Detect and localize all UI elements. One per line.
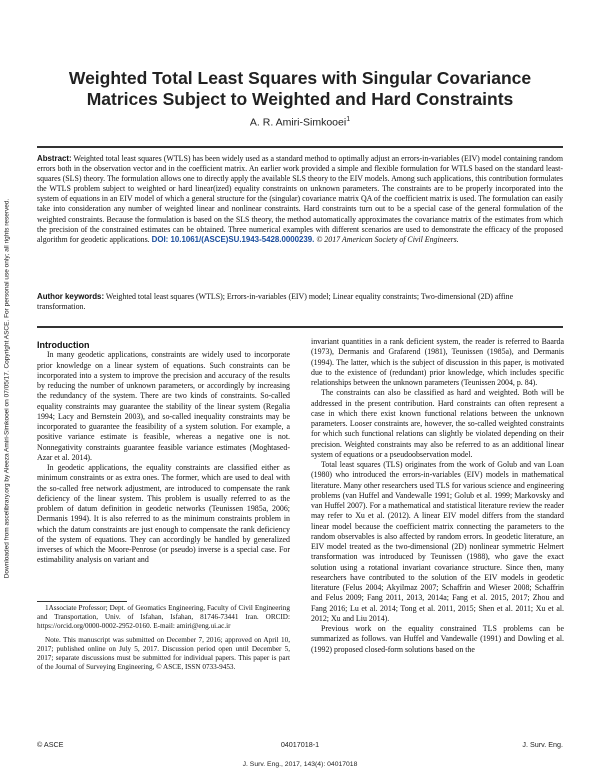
- body-paragraph: The constraints can also be classified as hard and weighted. Both will be addressed in the present contribution. Hard constraints can often represent a case in which there exist known functional relations between the unknown parameters. Looser constraints are, however, the so-called weighted constraints for which such functional relations can slightly be violated depending on their precision. Weighted constraints may also be referred to as an additional linear system of equations or a pseudoobservation model.: [311, 388, 564, 459]
- keywords-rule: [37, 326, 563, 328]
- footnote-affiliation: 1Associate Professor; Dept. of Geomatics Engineering, Faculty of Civil Engineering and Transportation, Univ. of Isfahan, Isfahan, 81746-73441 Iran. ORCID: https://orcid.org/0000-0002-2952-0160. E-mail: amiri@eng.ui.ac.ir: [37, 604, 290, 631]
- footnote: [37, 604, 290, 676]
- author-line: [0, 116, 600, 129]
- download-notice-text: Downloaded from ascelibrary.org by Aleeza Amiri-Simkooei on 07/05/17. Copyright ASCE. For personal use only; all rights reserved.: [3, 198, 11, 579]
- right-column: [311, 337, 564, 655]
- paper-title: Weighted Total Least Squares with Singular Covariance Matrices Subject to Weighted and Hard Constraints: [68, 68, 532, 109]
- abstract-text: Weighted total least squares (WTLS) has been widely used as a standard method to optimally adjust an errors-in-variables (EIV) model containing random errors both in the observation vector and in the coefficient matrix. An earlier work provided a simple and flexible formulation for WTLS based on the standard least-squares (SLS) theory. The formulation allows one to directly apply the available SLS theory to the EIV models. Among such applications, this contribution formulates the WTLS problem subject to weighted or hard linear(ized) equality constraints on unknown parameters. The constraints are to be properly incorporated into the system of equations in an EIV model of which a general structure for the (singular) covariance matrix QA of the coefficient matrix is used. The formulation can easily take into consideration any number of weighted linear and nonlinear constraints. Hard constraints turn out to be a special case of the general formulation of the weighted constraints. Because the formulation is based on the SLS theory, the method automatically approximates the covariance matrix of the estimates from which the precision of the constrained estimates can be obtained. Three numerical examples with different scenarios are used to demonstrate the efficacy of the proposed algorithm for geodetic applications.: [37, 154, 563, 244]
- footer-publisher: © ASCE: [37, 740, 64, 749]
- author-affiliation-mark: 1: [346, 116, 351, 123]
- author-keywords: [37, 292, 563, 312]
- download-notice-sidebar: [2, 150, 12, 630]
- body-paragraph: Total least squares (TLS) originates from the work of Golub and van Loan (1980) who introduced the errors-in-variables (EIV) models in mathematical literature. Many other researchers used TLS for various science and engineering problems (van Huffel and Vandewalle 1991; Golub et al. 1999; Markovsky and van Huffel 2007). For a mathematical and statistical literature review the reader may refer to Xu et al. (2012). A linear EIV model differs from the standard linear model because the coefficient matrix connecting the parameters to the random observables is also affected by random errors. In geodetic literature, an EIV model treated as the two-dimensional (2D) nonlinear symmetric Helmert transformation was introduced by Teunissen (1988), who gave the exact solution using a rotational invariant covariance structure. Since then, many researchers have contributed to the solution of the EIV models in geodetic literature (Felus 2004; Akyilmaz 2007; Schaffrin and Wieser 2008; Schaffrin and Felus 2009; Fang 2011, 2013, 2014a; Fang et al. 2015, 2017; Zhou and Fang 2016; Lu et al. 2014; Tong et al. 2011, 2015; Shen et al. 2011; Xu et al. 2012; Xu and Liu 2014).: [311, 460, 564, 623]
- body-paragraph: invariant quantities in a rank deficient system, the reader is referred to Baarda (1973), Dermanis and Grafarend (1981), Teunissen (1985a), and Dermanis (1994). The latter, which is the subject of discussion in this paper, is motivated due to the existence of (redundant) prior knowledge, which includes specific relationships between the unknown parameters (Teunissen 2004, p. 84).: [311, 337, 564, 387]
- abstract: [37, 154, 563, 245]
- abstract-label: Abstract:: [37, 154, 72, 163]
- section-heading-introduction: Introduction: [37, 340, 90, 350]
- footnote-rule: [37, 601, 127, 602]
- footer-journal: J. Surv. Eng.: [522, 740, 563, 749]
- citation-line: J. Surv. Eng., 2017, 143(4): 04017018: [242, 761, 358, 768]
- keywords-text: Weighted total least squares (WTLS); Errors-in-variables (EIV) model; Linear equality constraints; Two-dimensional (2D) affine transformation.: [37, 292, 514, 312]
- footnote-note: Note. This manuscript was submitted on December 7, 2016; approved on April 10, 2017; published online on July 5, 2017. Discussion period open until December 5, 2017; separate discussions must be submitted for individual papers. This paper is part of the Journal of Surveying Engineering, © ASCE, ISSN 0733-9453.: [37, 635, 290, 672]
- body-paragraph: Previous work on the equality constrained TLS problems can be summarized as follows. van Huffel and Vandewalle (1991) and Dowling et al. (1992) proposed closed-form solutions based on the: [311, 624, 564, 654]
- left-column: [37, 340, 290, 566]
- author-name: A. R. Amiri-Simkooei: [249, 116, 347, 129]
- body-paragraph: In many geodetic applications, constraints are widely used to incorporate prior knowledge on a linear system of equations. Such constraints can be incorporated into a system to improve the precision and accuracy of the results by reducing the number of unknown parameters, or accordingly by increasing the redundancy of the system. There are two kinds of constraints. So-called equality constraints may guarantee the stability of the linear system (Regalia 1994; Lacy and Bernstein 2003), and so-called inequality constraints may be incorporated to guarantee the feasibility of a system solution. For example, a positive variance estimate is feasible, whereas a negative one is not. Nonnegativity constraints guarantee feasible variance estimates (Moghtased-Azar et al. 2014).: [37, 350, 290, 462]
- top-rule: [37, 146, 563, 148]
- body-paragraph: In geodetic applications, the equality constraints are classified either as minimum constraints or as extra ones. The former, which are used to deal with the so-called free network adjustment, are introduced to compensate the rank deficiency of the linear system. This problem is usually referred to as the problem of datum definition in geodetic networks (Teunissen 1985a, 2006; Dermanis 1994). It is also referred to as the minimum constraints problem in which the datum constraints are just enough to compensate the rank deficiency of the system of equations. They can accordingly be handled by generalized inverses of which the Moore-Penrose (or pseudo) inverse is a special case. For estimability analysis on variant and: [37, 463, 290, 565]
- keywords-label: Author keywords:: [37, 292, 105, 301]
- doi-link[interactable]: DOI: 10.1061/(ASCE)SU.1943-5428.0000239.: [151, 234, 315, 244]
- footer-page-id: 04017018-1: [280, 740, 320, 749]
- abstract-copyright: © 2017 American Society of Civil Engineers.: [316, 234, 459, 244]
